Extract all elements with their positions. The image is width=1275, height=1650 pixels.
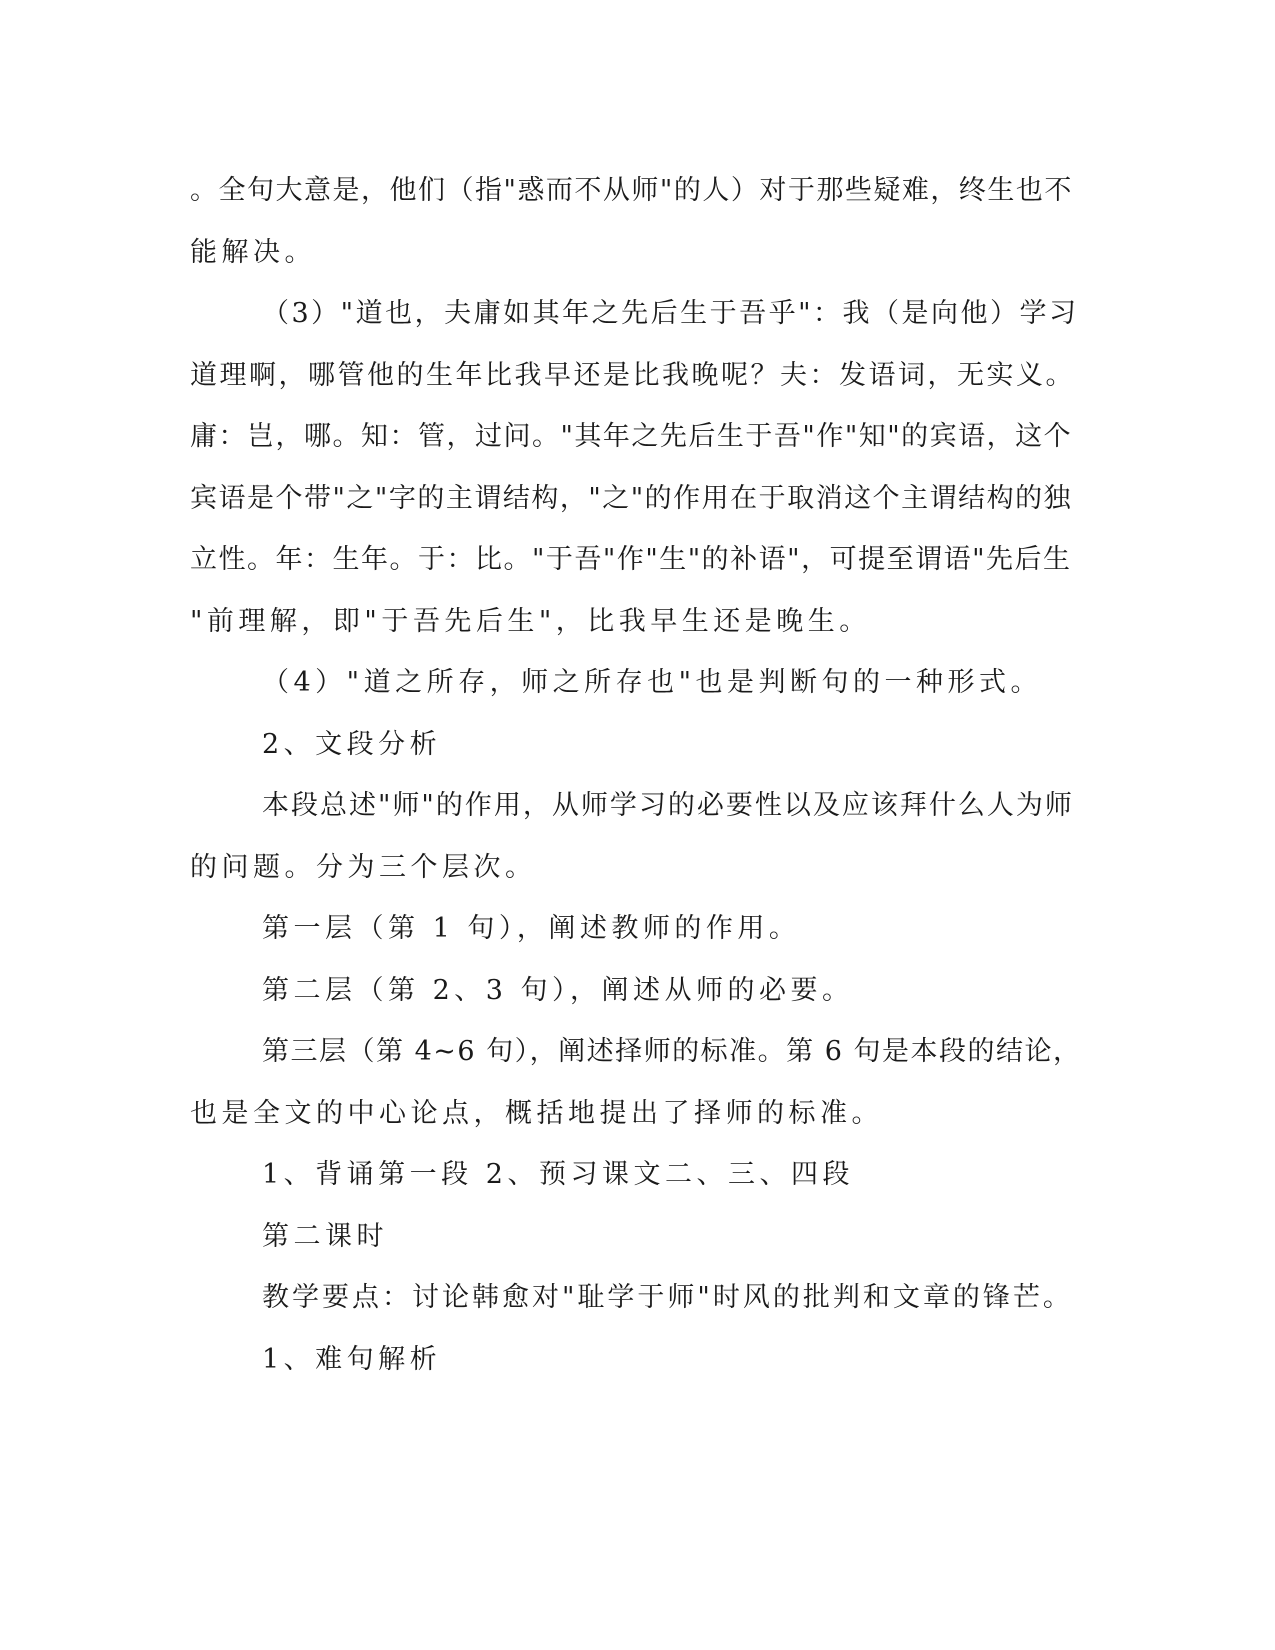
text-line: 教学要点：讨论韩愈对"耻学于师"时风的批判和文章的锋芒。 (262, 1282, 1073, 1313)
text-line: （3）"道也，夫庸如其年之先后生于吾乎"：我（是向他）学习 (262, 298, 1079, 329)
text-line: 。全句大意是，他们（指"惑而不从师"的人）对于那些疑难，终生也不 (190, 175, 1073, 206)
text-line: 宾语是个带"之"字的主谓结构，"之"的作用在于取消这个主谓结构的独 (190, 482, 1073, 514)
text-line: 第二层（第 2、3 句），阐述从师的必要。 (262, 974, 854, 1006)
section-heading: 1、难句解析 (262, 1343, 442, 1375)
text-line: 也是全文的中心论点，概括地提出了择师的标准。 (190, 1097, 883, 1129)
text-line: 1、背诵第一段 2、预习课文二、三、四段 (262, 1159, 854, 1190)
section-heading: 2、文段分析 (262, 728, 442, 760)
section-heading: 第二课时 (262, 1220, 388, 1252)
text-line: "前理解，即"于吾先后生"，比我早生还是晚生。 (190, 605, 871, 637)
text-line: 本段总述"师"的作用，从师学习的必要性以及应该拜什么人为师 (262, 790, 1074, 821)
text-line: 道理啊，哪管他的生年比我早还是比我晚呢？夫：发语词，无实义。 (190, 359, 1075, 391)
text-line: 能解决。 (190, 236, 316, 268)
text-line: 的问题。分为三个层次。 (190, 851, 537, 883)
text-line: 第一层（第 1 句），阐述教师的作用。 (262, 913, 801, 944)
text-line: 立性。年：生年。于：比。"于吾"作"生"的补语"，可提至谓语"先后生 (190, 544, 1072, 575)
text-line: （4）"道之所存，师之所存也"也是判断句的一种形式。 (262, 667, 1043, 698)
text-line: 第三层（第 4~6 句），阐述择师的标准。第 6 句是本段的结论， (262, 1036, 1082, 1067)
document-body (190, 160, 1085, 1390)
text-line: 庸：岂，哪。知：管，过问。"其年之先后生于吾"作"知"的宾语，这个 (190, 421, 1073, 452)
